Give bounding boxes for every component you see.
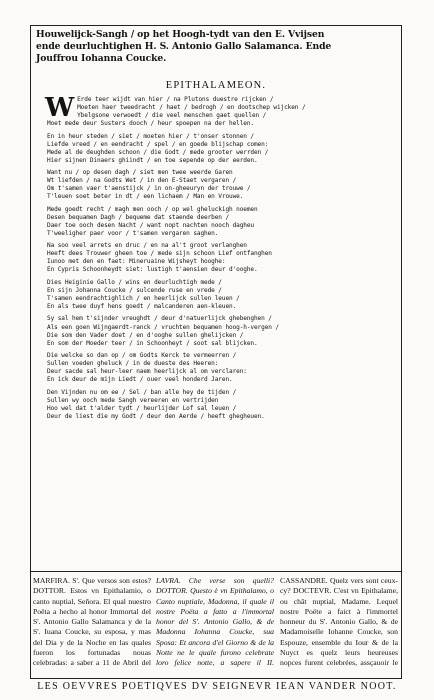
poem-stanza [45,93,392,128]
poem-stanza [47,133,392,165]
poem-line: En som der Moeder teer / in Schoonheyt / soot sal blijcken. [47,339,258,347]
poem-line: Om t'samen vaer t'aenstijck / in on-gheeuryn der trouwe / [47,185,251,193]
poem-line: Hoo wel dat t'alder tydt / heurlijder Lof sal leuen / [47,404,237,412]
poem-line: Deur sacde sal heur-leer naem heerlijck al om verclaren: [47,368,247,376]
poem-stanza [47,352,392,384]
poem-body [45,93,392,425]
poem-line: Moeten haer tweedracht / haet / bedrogh / en dootschep wijcken / [77,104,306,112]
poem-line: En sijn Johanna Coucke / sulcende ruse en vrede / [47,286,222,294]
italian-column: LAVRA. Che verse son quelli? DOTTOR. Questo è vn Epithalamo, o Canto nuptiale, Madonna, il quale il nostre Poëta a fatto a l'immortal honor del S'. Antonio Gallo, & de Madonna Iohanna Coucke, sua Sposa: Et ancora d'el Giorno & de la Notte ne le quale furono celebrate loro felice notte, a sapere il II. [156,576,274,668]
poem-line: Ybelgsone verwoedt / die veel menschen gaet quellen / [77,112,267,120]
poem-line: Erde teer wijdt van hier / na Plutons duestre rijcken / [77,96,274,103]
poem-line: Desen bequamen Dagh / bequeme dat staende deerben / [47,213,230,221]
poem-line: Die som den Vader doet / en d'ooghe sullen ghelijcken / [47,331,244,339]
poem-line: En Cypris Schoonheydt siet: lustigh t'aensien deur d'ooghe. [47,266,258,274]
poem-line: Na soo veel arrets en druc / en na al't groot verlanghen [47,242,247,250]
poem-line: Hier sijnen Dinaers ghiindt / en toe sepende op der eerden. [47,156,258,164]
running-footer: LES OEVVRES POETIQVES DV SEIGNEVR IEAN VANDER NOOT. [37,681,397,692]
poem-line: Heeft dees Trouwer gheen toe / mede sijn schoon Lief ontfanghen [47,250,272,258]
poem-line: Mede goedt recht / magh men ooch / op wel gheluckigh noemen [47,205,258,213]
poem-line: Liefde vreed / en eendracht / spel / en goede blijschap comen: [47,140,269,148]
poem-line: Die welcke so dan op / om Godts Kerck te vermeerren / [47,352,237,360]
poem-stanza [47,389,392,421]
spanish-column: MARFIRA. S'. Que versos son estos? DOTTOR. Estos vn Epithalamio, o canto nuptial, Señora. El qual nuestro Poëta a hecho al honor Immortal del S'. Antonio Gallo Salamanca y de la S'. Iuana Coucke, su esposa, y mas del Dia y de la Noche en las quales fueron los fortunadas nouas celebradas: a saber a 11 de Abril del [33,576,151,668]
section-divider [30,571,402,572]
poem-stanza [47,206,392,238]
drop-cap: W [45,93,75,123]
heading-line: Jouffrou Iohanna Coucke. [36,53,167,64]
poem-stanza [47,315,392,347]
poem-line: T'weeligher paer voor / t'samen vergaren saghen. [47,229,219,237]
poem-line: Mede al de deughden schoon / die Godt / mede grooter werrden / [47,148,269,156]
poem-line: Iunoo met den en faet: Mineruaine Wijsheyt hooghe: [47,258,226,266]
poem-line: Den Vijnden nu om ee / Sel / ban alle hey de tijden / [47,388,237,396]
poem-line: Sy sal hem t'sijnder vreughdt / deur d'natuerlijck ghebenghen / [47,315,272,323]
poem-line: Daer toe ooch desen Nacht / want nopt nachten nooch dagheu [47,221,254,229]
poem-line: Sullen voeden gheluck / in de dueste des Heeren: [47,360,219,368]
poem-line: Dies Heiginie Gallo / wins en deurluchtigh mede / [47,278,222,286]
poem-line: Deur de liest die my Godt / deur den Aerde / heeft ghegheuen. [47,412,265,420]
french-column: CASSANDRE. Quelz vers sont ceux-cy? DOCTEVR. C'est vn Epithalame, ou chât nuptial, Madame. Lequel nostre Poëte a faict à l'immortel honneur du S'. Antonio Gallo, & de Madamoiselle Iohanne Coucke, son Espouze, ensemble du Iour & de la Nuyct es quelz leurs heureuses nopces furent celebrées, assçauoir le [280,576,398,668]
heading-line: ende deurluchtighen H. S. Antonio Gallo Salamanca. Ende [36,41,332,52]
poem-line: En als twee duyf hens goedt / malcanderen aen-kleuen. [47,303,237,311]
poem-line: T'leuen soet beter in dt / een lichaem / Man en Vrouwe. [47,193,244,201]
poem-stanza [47,279,392,311]
poem-line: Moet mede deur Susters dooch / heur spoepen na der hellen. [47,120,254,128]
page-heading [36,29,396,65]
poem-title: EPITHALAMEON. [165,80,267,91]
poem-line: En in heur steden / siet / moeten hier / t'onser stonnen / [47,132,254,140]
poem-line: Want nu / op desen dagh / siet men twee weerde Garen [47,169,233,177]
poem-line: Als een goen Wijngaerdt-ranck / vruchten bequamen hoog-h-vergen / [47,323,279,331]
poem-stanza [47,242,392,274]
heading-line: Houwelijck-Sangh / op het Hoogh-tydt van den E. Vvijsen [36,29,325,40]
poem-stanza [47,169,392,201]
poem-line: T'samen eendrachtighlich / en heerlijck sullen leuen / [47,294,240,302]
poem-line: Wt liefden / na Godts Wet / in den E-Staet vergaren / [47,177,237,185]
poem-line: En ick deur de mijn Liedt / ouer veel honderd Jaren. [47,376,233,384]
poem-line: Sullen wy ooch mede Sangh vereeren en vertrijden [47,396,219,404]
